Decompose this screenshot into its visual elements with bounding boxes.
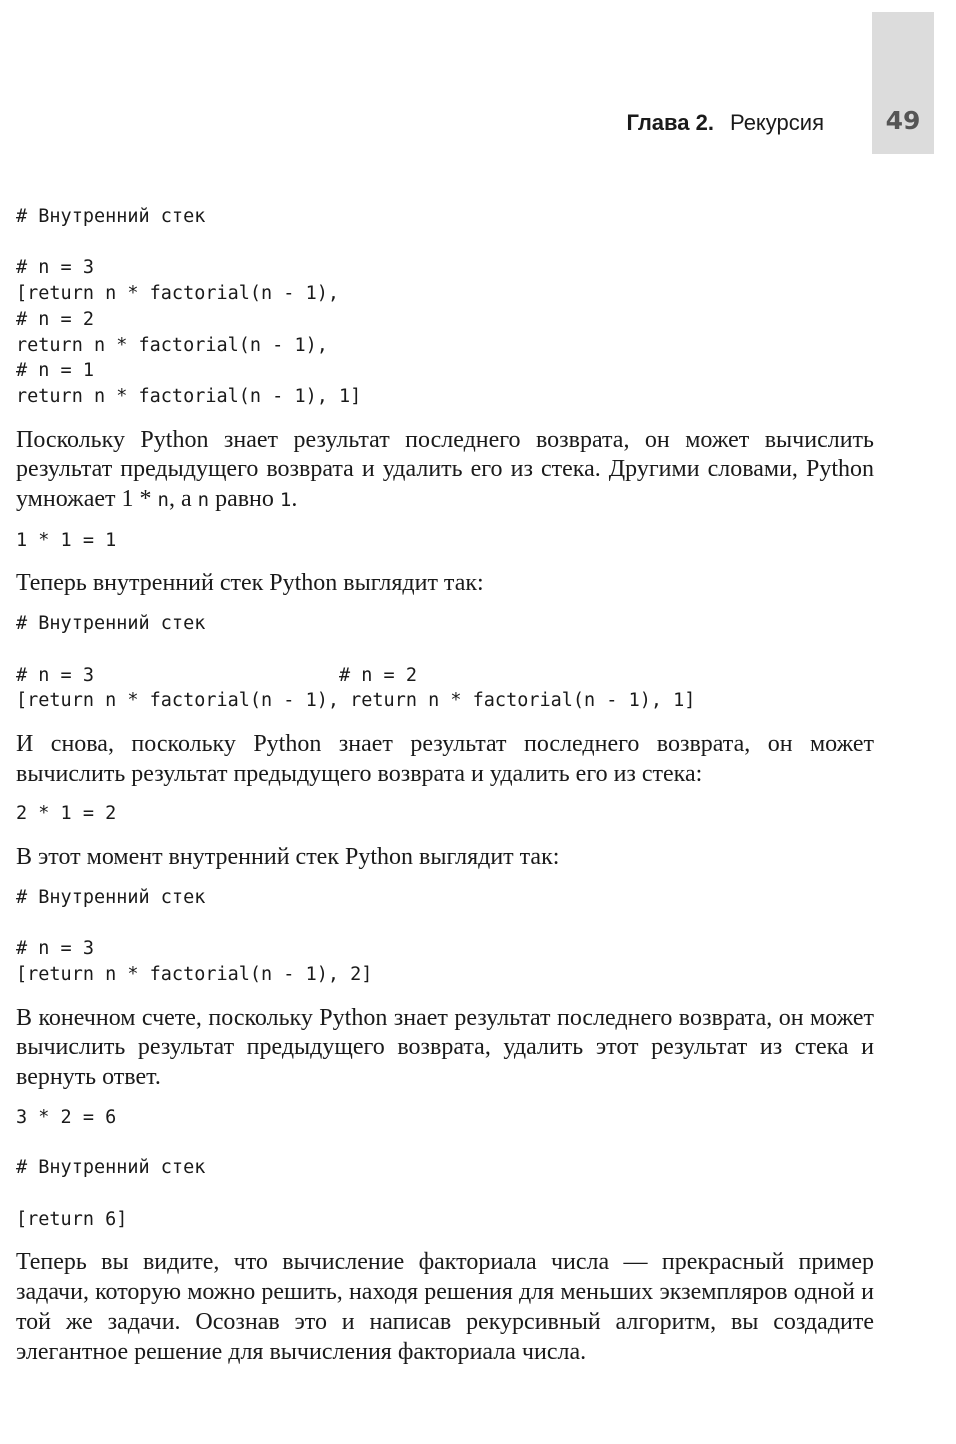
- code-comment: # Внутренний стек: [16, 1157, 206, 1179]
- paragraph-2: Теперь внутренний стек Python выглядит так:: [16, 570, 484, 597]
- paragraph-text: , а: [168, 486, 198, 513]
- code-line: # n = 1: [16, 360, 94, 382]
- paragraph-6: Теперь вы видите, что вычисление факториала числа — прекрасный пример задачи, которую можно решить, находя решения для меньших экземпляров одной и той же задачи. Осознав это и написав рекурсивный алгоритм, вы создадите элегантное решение для вычисления факториала числа.: [16, 1249, 874, 1365]
- code-block-stack-4: [16, 1155, 874, 1232]
- code-line: [return n * factorial(n - 1),: [16, 283, 340, 305]
- paragraph-3: И снова, поскольку Python знает результат последнего возврата, он может вычислить результат предыдущего возврата и удалить его из стека:: [16, 730, 874, 787]
- code-line-1x1: 1 * 1 = 1: [16, 529, 117, 551]
- code-comment: # Внутренний стек: [16, 206, 206, 227]
- paragraph-5: В конечном счете, поскольку Python знает результат последнего возврата, он может вычислить результат предыдущего возврата, удалить этот результат из стека и вернуть ответ.: [16, 1004, 874, 1090]
- code-line: [return 6]: [16, 1208, 128, 1230]
- code-line: # n = 3 # n = 2: [16, 664, 417, 686]
- code-line: # n = 2: [16, 308, 94, 330]
- inline-code: 1: [279, 489, 292, 512]
- paragraph-text: Поскольку Python знает результат последнего возврата, он может вычислить результат предыдущего возврата и удалить его из стека. Другими словами, Python умножает 1 *: [16, 426, 874, 513]
- code-line-2x1: 2 * 1 = 2: [16, 803, 117, 825]
- code-line: return n * factorial(n - 1), 1]: [16, 385, 362, 407]
- inline-code: n: [197, 489, 210, 512]
- inline-code: n: [157, 489, 169, 512]
- code-line: # n = 3: [16, 938, 94, 960]
- page-number: 49: [885, 106, 921, 135]
- code-line: [return n * factorial(n - 1), return n * factorial(n - 1), 1]: [16, 690, 696, 712]
- paragraph-1: [16, 426, 874, 516]
- paragraph-4: В этот момент внутренний стек Python выглядит так:: [16, 844, 560, 871]
- page-content: [16, 204, 874, 1367]
- running-head: [626, 108, 824, 138]
- code-line-3x2: 3 * 2 = 6: [16, 1106, 117, 1128]
- chapter-title: Рекурсия: [729, 110, 824, 135]
- paragraph-text: равно: [209, 486, 280, 513]
- chapter-label: Глава 2.: [626, 110, 714, 135]
- code-block-stack-2: [16, 611, 874, 714]
- code-line: [return n * factorial(n - 1), 2]: [16, 963, 373, 985]
- paragraph-text: .: [291, 486, 298, 513]
- code-comment: # Внутренний стек: [16, 886, 206, 908]
- code-line: return n * factorial(n - 1),: [16, 334, 328, 356]
- code-comment: # Внутренний стек: [16, 613, 206, 635]
- code-block-stack-1: [16, 204, 874, 410]
- code-line: # n = 3: [16, 257, 94, 279]
- code-block-stack-3: [16, 885, 874, 988]
